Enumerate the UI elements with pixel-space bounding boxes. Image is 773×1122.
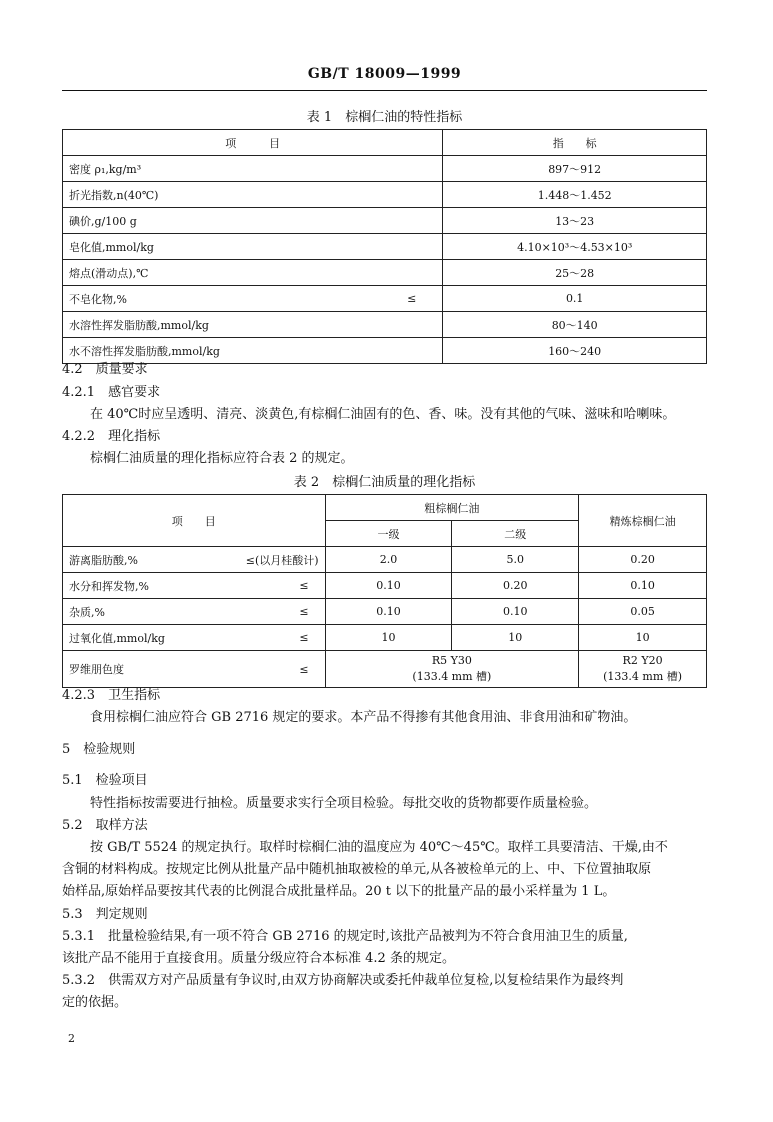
- table-row: [63, 286, 707, 312]
- table2-crude-color-cell: [325, 651, 579, 688]
- table1-value: 0.1: [443, 286, 707, 312]
- table2-item-cell: [63, 599, 326, 625]
- table-row: [63, 573, 707, 599]
- table1-mark: ≤: [407, 292, 417, 305]
- header-rule: [62, 90, 707, 91]
- section-5-3-1-line2: 该批产品不能用于直接食用。质量分级应符合本标准 4.2 条的规定。: [62, 951, 455, 966]
- table1-item-cell: [63, 286, 443, 312]
- table2-refined: 0.05: [579, 599, 707, 625]
- table2-mark: ≤(以月桂酸计): [245, 553, 319, 567]
- section-5-3-2-line2: 定的依据。: [62, 995, 128, 1010]
- table-row: [63, 338, 707, 364]
- section-4-2-1-title: 4.2.1 感官要求: [62, 385, 161, 400]
- section-5-1-title: 5.1 检验项目: [62, 773, 148, 788]
- table2-caption: 表 2 棕榈仁油质量的理化指标: [293, 475, 476, 490]
- table2-mark: ≤: [299, 662, 309, 676]
- table2-item: 过氧化值,mmol/kg: [69, 631, 165, 645]
- table2-item: 罗维朋色度: [69, 663, 124, 676]
- table2-crude-note: (133.4 mm 槽): [412, 670, 492, 683]
- table2-refined: 0.20: [579, 547, 707, 573]
- table2-item: 游离脂肪酸,%: [69, 553, 138, 567]
- table-row: [63, 260, 707, 286]
- table2-grade2: 0.20: [452, 573, 579, 599]
- table2-col-item: 项 目: [63, 495, 326, 547]
- table1-value: 1.448～1.452: [443, 182, 707, 208]
- table-row: [63, 312, 707, 338]
- section-4-2-2-text: 棕榈仁油质量的理化指标应符合表 2 的规定。: [90, 451, 354, 466]
- table2-col-refined: 精炼棕榈仁油: [579, 495, 707, 547]
- section-5-2-title: 5.2 取样方法: [62, 818, 148, 833]
- section-5-title: 5 检验规则: [62, 742, 136, 757]
- table-row: [63, 208, 707, 234]
- table2-grade2: 0.10: [452, 599, 579, 625]
- table-row: [63, 651, 707, 688]
- section-4-2-3-text: 食用棕榈仁油应符合 GB 2716 规定的要求。本产品不得掺有其他食用油、非食用油和矿物油。: [90, 710, 637, 725]
- table2-crude-color: R5 Y30: [431, 654, 472, 667]
- section-5-3-title: 5.3 判定规则: [62, 907, 148, 922]
- table2-refined: 10: [579, 625, 707, 651]
- table2-grade2: 5.0: [452, 547, 579, 573]
- section-5-2-line2: 含铜的材料构成。按规定比例从批量产品中随机抽取被检的单元,从各被检单元的上、中、下位置抽取原: [62, 862, 652, 877]
- table-row: [63, 547, 707, 573]
- table2-mark: ≤: [299, 579, 309, 592]
- table1-item: 水不溶性挥发脂肪酸,mmol/kg: [63, 338, 443, 364]
- table1-item: 不皂化物,%: [69, 292, 127, 306]
- table2-col-grade1: 一级: [325, 521, 452, 547]
- table-row: [63, 625, 707, 651]
- table1-item: 水溶性挥发脂肪酸,mmol/kg: [63, 312, 443, 338]
- table2-col-grade2: 二级: [452, 521, 579, 547]
- table2-refined-color: R2 Y20: [622, 654, 663, 667]
- table2-item-cell: [63, 573, 326, 599]
- table1-value: 13～23: [443, 208, 707, 234]
- section-5-3-2-line1: 5.3.2 供需双方对产品质量有争议时,由双方协商解决或委托仲裁单位复检,以复检结果作为最终判: [62, 973, 624, 988]
- table2-col-crude: 粗棕榈仁油: [325, 495, 579, 521]
- table1-item: 折光指数,n(40℃): [63, 182, 443, 208]
- table1: [62, 129, 707, 364]
- table2-mark: ≤: [299, 605, 309, 618]
- table2-item: 水分和挥发物,%: [69, 579, 149, 593]
- table2-refined-color-cell: [579, 651, 707, 688]
- table2-header-row: [63, 495, 707, 521]
- section-4-2-3-title: 4.2.3 卫生指标: [62, 688, 161, 703]
- table2-grade1: 0.10: [325, 599, 452, 625]
- table1-header-row: [63, 130, 707, 156]
- table1-value: 25～28: [443, 260, 707, 286]
- table1-item: 碘价,g/100 g: [63, 208, 443, 234]
- table1-value: 160～240: [443, 338, 707, 364]
- table2-grade1: 2.0: [325, 547, 452, 573]
- table-row: [63, 182, 707, 208]
- table2-item-cell: [63, 547, 326, 573]
- table2-grade1: 10: [325, 625, 452, 651]
- section-5-2-line1: 按 GB/T 5524 的规定执行。取样时棕榈仁油的温度应为 40℃～45℃。取样工具要清洁、干燥,由不: [90, 840, 668, 855]
- page-number: 2: [68, 1032, 75, 1045]
- document-header: GB/T 18009—1999: [307, 66, 462, 82]
- table1-value: 4.10×10³～4.53×10³: [443, 234, 707, 260]
- table1-caption: 表 1 棕榈仁油的特性指标: [306, 110, 463, 125]
- table2-grade1: 0.10: [325, 573, 452, 599]
- table2-refined: 0.10: [579, 573, 707, 599]
- table1-col-item: 项 目: [63, 130, 443, 156]
- table2-grade2: 10: [452, 625, 579, 651]
- section-5-3-1-line1: 5.3.1 批量检验结果,有一项不符合 GB 2716 的规定时,该批产品被判为不符合食用油卫生的质量,: [62, 929, 628, 944]
- table1-item: 密度 ρ₁,kg/m³: [63, 156, 443, 182]
- section-4-2-2-title: 4.2.2 理化指标: [62, 429, 161, 444]
- section-4-2-1-text: 在 40℃时应呈透明、清亮、淡黄色,有棕榈仁油固有的色、香、味。没有其他的气味、滋味和哈喇味。: [90, 407, 676, 422]
- table2: [62, 494, 707, 688]
- section-4-2-title: 4.2 质量要求: [62, 362, 148, 377]
- table-row: [63, 234, 707, 260]
- table2-item: 杂质,%: [69, 605, 105, 619]
- table2-mark: ≤: [299, 631, 309, 644]
- section-5-1-text: 特性指标按需要进行抽检。质量要求实行全项目检验。每批交收的货物都要作质量检验。: [90, 796, 598, 811]
- table1-value: 80～140: [443, 312, 707, 338]
- section-5-2-line3: 始样品,原始样品要按其代表的比例混合成批量样品。20 t 以下的批量产品的最小采样量为 1 L。: [62, 884, 616, 899]
- table1-item: 皂化值,mmol/kg: [63, 234, 443, 260]
- table1-item: 熔点(滑动点),℃: [63, 260, 443, 286]
- table1-col-value: 指 标: [443, 130, 707, 156]
- table2-item-cell: [63, 625, 326, 651]
- table2-refined-note: (133.4 mm 槽): [603, 670, 683, 683]
- table2-item-cell: [63, 651, 326, 688]
- table-row: [63, 599, 707, 625]
- table1-value: 897～912: [443, 156, 707, 182]
- table-row: [63, 156, 707, 182]
